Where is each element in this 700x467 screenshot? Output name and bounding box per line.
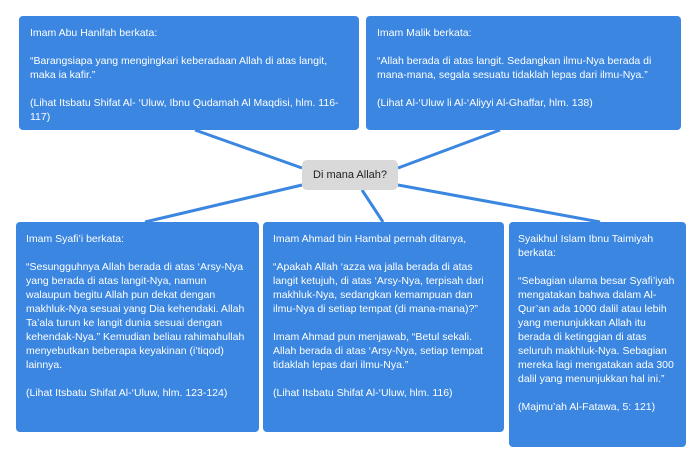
connector-syafii <box>145 185 302 222</box>
card-quote: “Sesungguhnya Allah berada di atas ‘Arsy-Nya yang berada di atas langit-Nya, namun walaupun begitu Allah pun dekat dengan makhluk-Nya sesuai yang Dia kehendaki. Allah Ta’ala turun ke langit dunia sesuai dengan kehendak-Nya.” Kemudian beliau rahimahullah menyebutkan beberapa keyakinan (i’tiqod) lainnya. <box>26 261 245 371</box>
card-quote: “Apakah Allah ‘azza wa jalla berada di atas langit ketujuh, di atas ‘Arsy-Nya, terpisah dari makhluk-Nya, sedangkan kemampuan dan ilmu-Nya di setiap tempat (di mana-mana)?” <box>273 261 484 315</box>
connector-malik <box>398 130 500 168</box>
card-source: (Majmu’ah Al-Fatawa, 5: 121) <box>518 401 656 413</box>
card-abu-hanifah <box>19 16 359 130</box>
card-source: (Lihat Itsbatu Shifat Al- ‘Uluw, Ibnu Qudamah Al Maqdisi, hlm. 116-117) <box>30 97 339 123</box>
card-source: (Lihat Itsbatu Shifat Al-‘Uluw, hlm. 116) <box>273 387 453 399</box>
card-heading: Imam Syafi’i berkata: <box>26 233 125 245</box>
center-topic: Di mana Allah? <box>302 160 398 190</box>
connector-abu-hanifah <box>195 130 302 168</box>
connector-ahmad <box>362 190 383 222</box>
card-quote: “Allah berada di atas langit. Sedangkan ilmu-Nya berada di mana-mana, segala sesuatu tidaklah lepas dari ilmu-Nya.” <box>377 55 652 81</box>
card-quote: “Barangsiapa yang mengingkari keberadaan Allah di atas langit, maka ia kafir.” <box>30 55 328 81</box>
connector-ibnu-taimiyah <box>398 185 600 222</box>
card-heading: Imam Malik berkata: <box>377 27 472 39</box>
card-heading: Syaikhul Islam Ibnu Taimiyah berkata: <box>518 233 654 259</box>
card-ibnu-taimiyah <box>509 222 686 447</box>
card-quote: “Sebagian ulama besar Syafi’iyah mengatakan bahwa dalam Al-Qur’an ada 1000 dalil atau lebih yang menunjukkan Allah itu berada di ketinggian di atas seluruh makhluk-Nya. Sebagian mereka lagi mengatakan ada 300 dalil yang menunjukkan hal ini.” <box>518 275 675 385</box>
card-syafii <box>16 222 259 432</box>
card-answer: Imam Ahmad pun menjawab, “Betul sekali. Allah berada di atas ‘Arsy-Nya, setiap tempat tidaklah lepas dari ilmu-Nya.” <box>273 331 484 371</box>
card-ahmad <box>263 222 504 432</box>
card-heading: Imam Ahmad bin Hambal pernah ditanya, <box>273 233 467 245</box>
card-malik <box>366 16 681 130</box>
card-heading: Imam Abu Hanifah berkata: <box>30 27 158 39</box>
card-source: (Lihat Itsbatu Shifat Al-‘Uluw, hlm. 123-124) <box>26 387 228 399</box>
card-source: (Lihat Al-‘Uluw li Al-‘Aliyyi Al-Ghaffar, hlm. 138) <box>377 97 593 109</box>
